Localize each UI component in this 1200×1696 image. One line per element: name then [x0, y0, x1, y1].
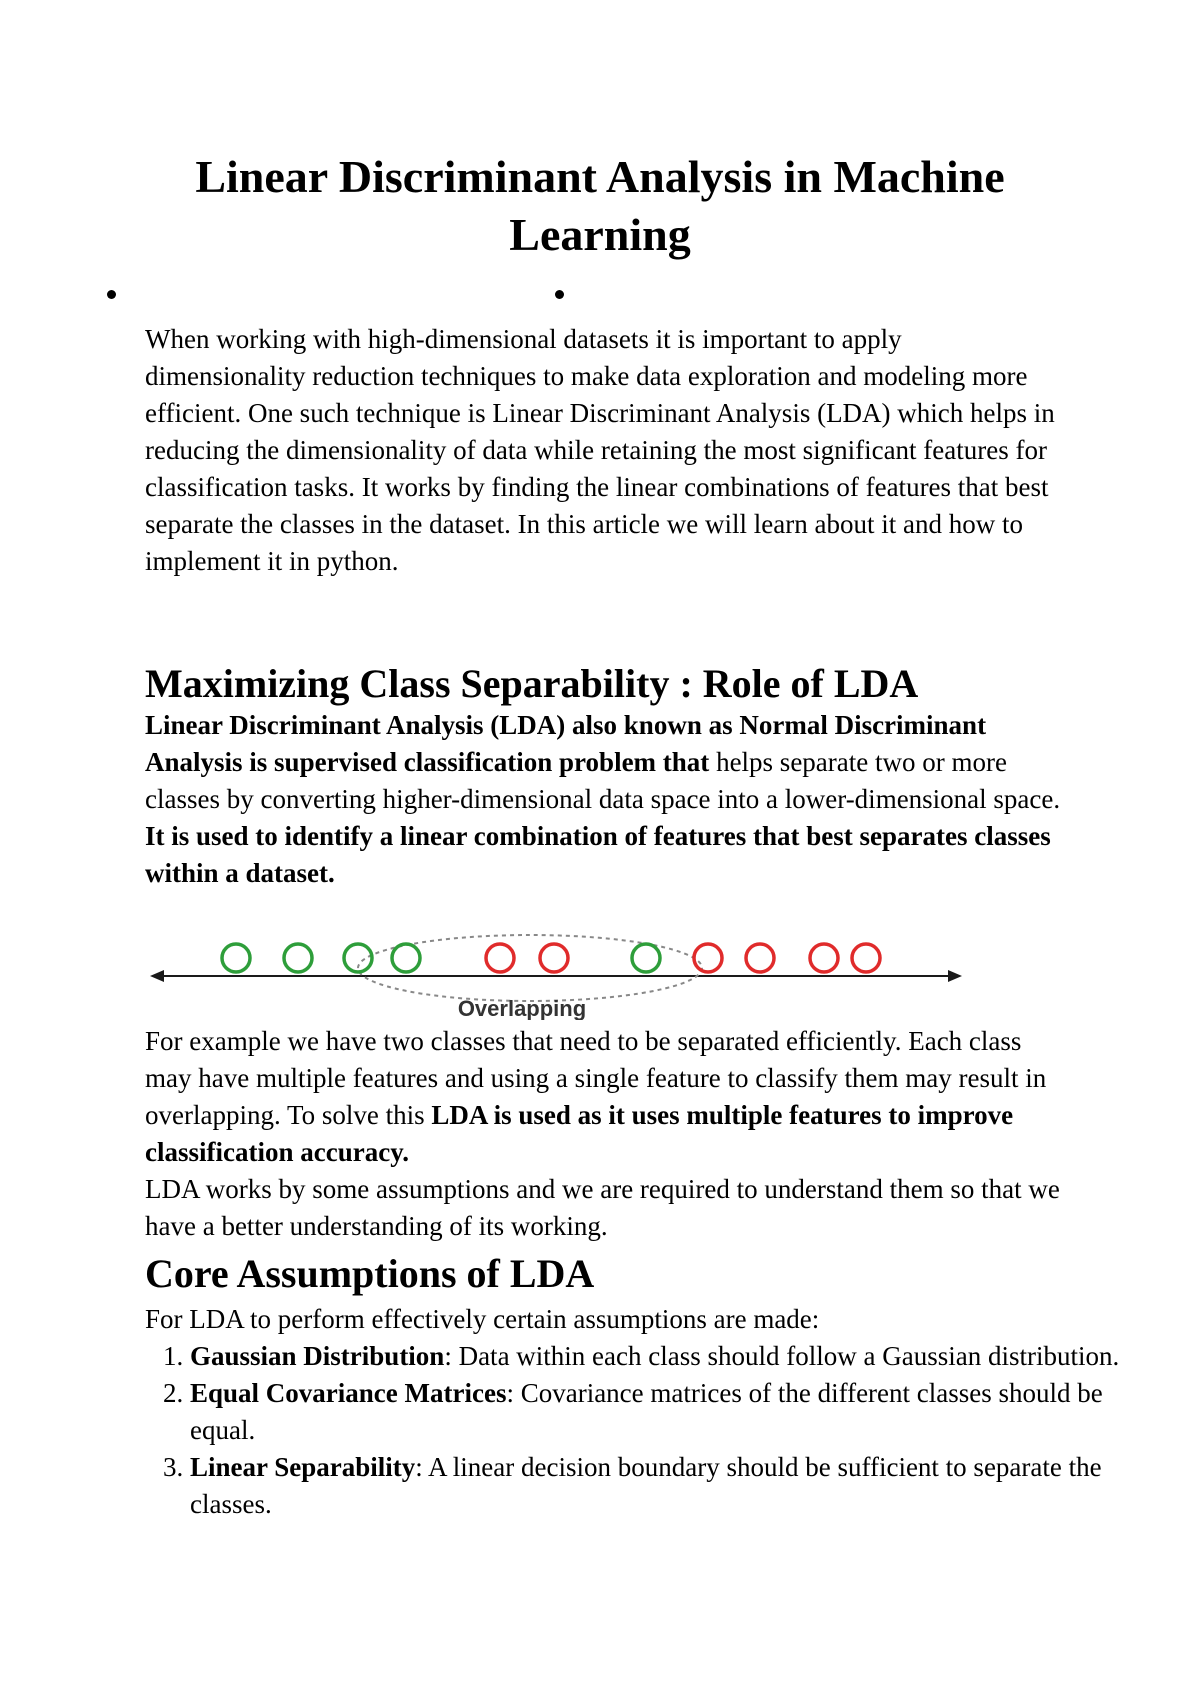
class-b-point [852, 944, 880, 972]
class-a-point [222, 944, 250, 972]
overlapping-classes-diagram [150, 920, 970, 1020]
example-text: For example we have two classes that need to be separated efficiently. Each class may have multiple features and using a single feature to classify them may result in overlapping. To solve this [145, 1026, 1047, 1130]
overlapping-label: Overlapping [457, 996, 587, 1020]
bullet-marker [107, 290, 116, 299]
class-a-point [392, 944, 420, 972]
assumption-desc: : A linear decision boundary should be sufficient to separate the classes. [190, 1452, 1102, 1519]
page-title: Linear Discriminant Analysis in Machine Learning [195, 151, 1005, 260]
assumption-term: Linear Separability [190, 1452, 416, 1482]
list-item [190, 1338, 1120, 1375]
section-heading-core-assumptions: Core Assumptions of LDA [145, 1251, 595, 1296]
class-b-point [746, 944, 774, 972]
class-b-point [810, 944, 838, 972]
bullet-marker [555, 290, 564, 299]
assumptions-list [145, 1338, 1120, 1523]
definition-bold-text-2: It is used to identify a linear combination of features that best separates classes within a dataset. [145, 821, 1051, 888]
class-a-point [284, 944, 312, 972]
lda-definition-paragraph [145, 707, 1065, 892]
example-bold-text: LDA is used as it uses multiple features to improve classification accuracy. [145, 1100, 1014, 1167]
class-b-point [540, 944, 568, 972]
list-item [190, 1449, 1120, 1523]
class-b-point [486, 944, 514, 972]
intro-paragraph: When working with high-dimensional datasets it is important to apply dimensionality reduction techniques to make data exploration and modeling more efficient. One such technique is Linear Discriminant Analysis (LDA) which helps in reducing the dimensionality of data while retaining the most significant features for classification tasks. It works by finding the linear combinations of features that best separate the classes in the dataset. In this article we will learn about it and how to implement it in python. [145, 324, 1055, 576]
list-item [190, 1375, 1120, 1449]
section-heading-role-of-lda: Maximizing Class Separability : Role of LDA [145, 661, 919, 706]
assumption-term: Equal Covariance Matrices [190, 1378, 507, 1408]
assumption-term: Gaussian Distribution [190, 1341, 445, 1371]
axis-arrow-left [150, 970, 164, 982]
class-points [222, 944, 880, 972]
example-paragraph [145, 1023, 1065, 1171]
assumption-desc: : Data within each class should follow a Gaussian distribution. [444, 1341, 1120, 1371]
definition-text: helps separate two or more classes by converting higher-dimensional data space into a lower-dimensional space. [145, 747, 1061, 814]
definition-bold-text: Linear Discriminant Analysis (LDA) also known as Normal Discriminant Analysis is supervised classification problem that [145, 710, 987, 777]
class-a-point [632, 944, 660, 972]
assumption-desc: : Covariance matrices of the different classes should be equal. [190, 1378, 1103, 1445]
axis-arrow-right [948, 970, 962, 982]
assumptions-intro-paragraph: LDA works by some assumptions and we are required to understand them so that we have a better understanding of its working. [145, 1174, 1060, 1241]
class-b-point [694, 944, 722, 972]
assumptions-lead: For LDA to perform effectively certain assumptions are made: [145, 1304, 820, 1334]
